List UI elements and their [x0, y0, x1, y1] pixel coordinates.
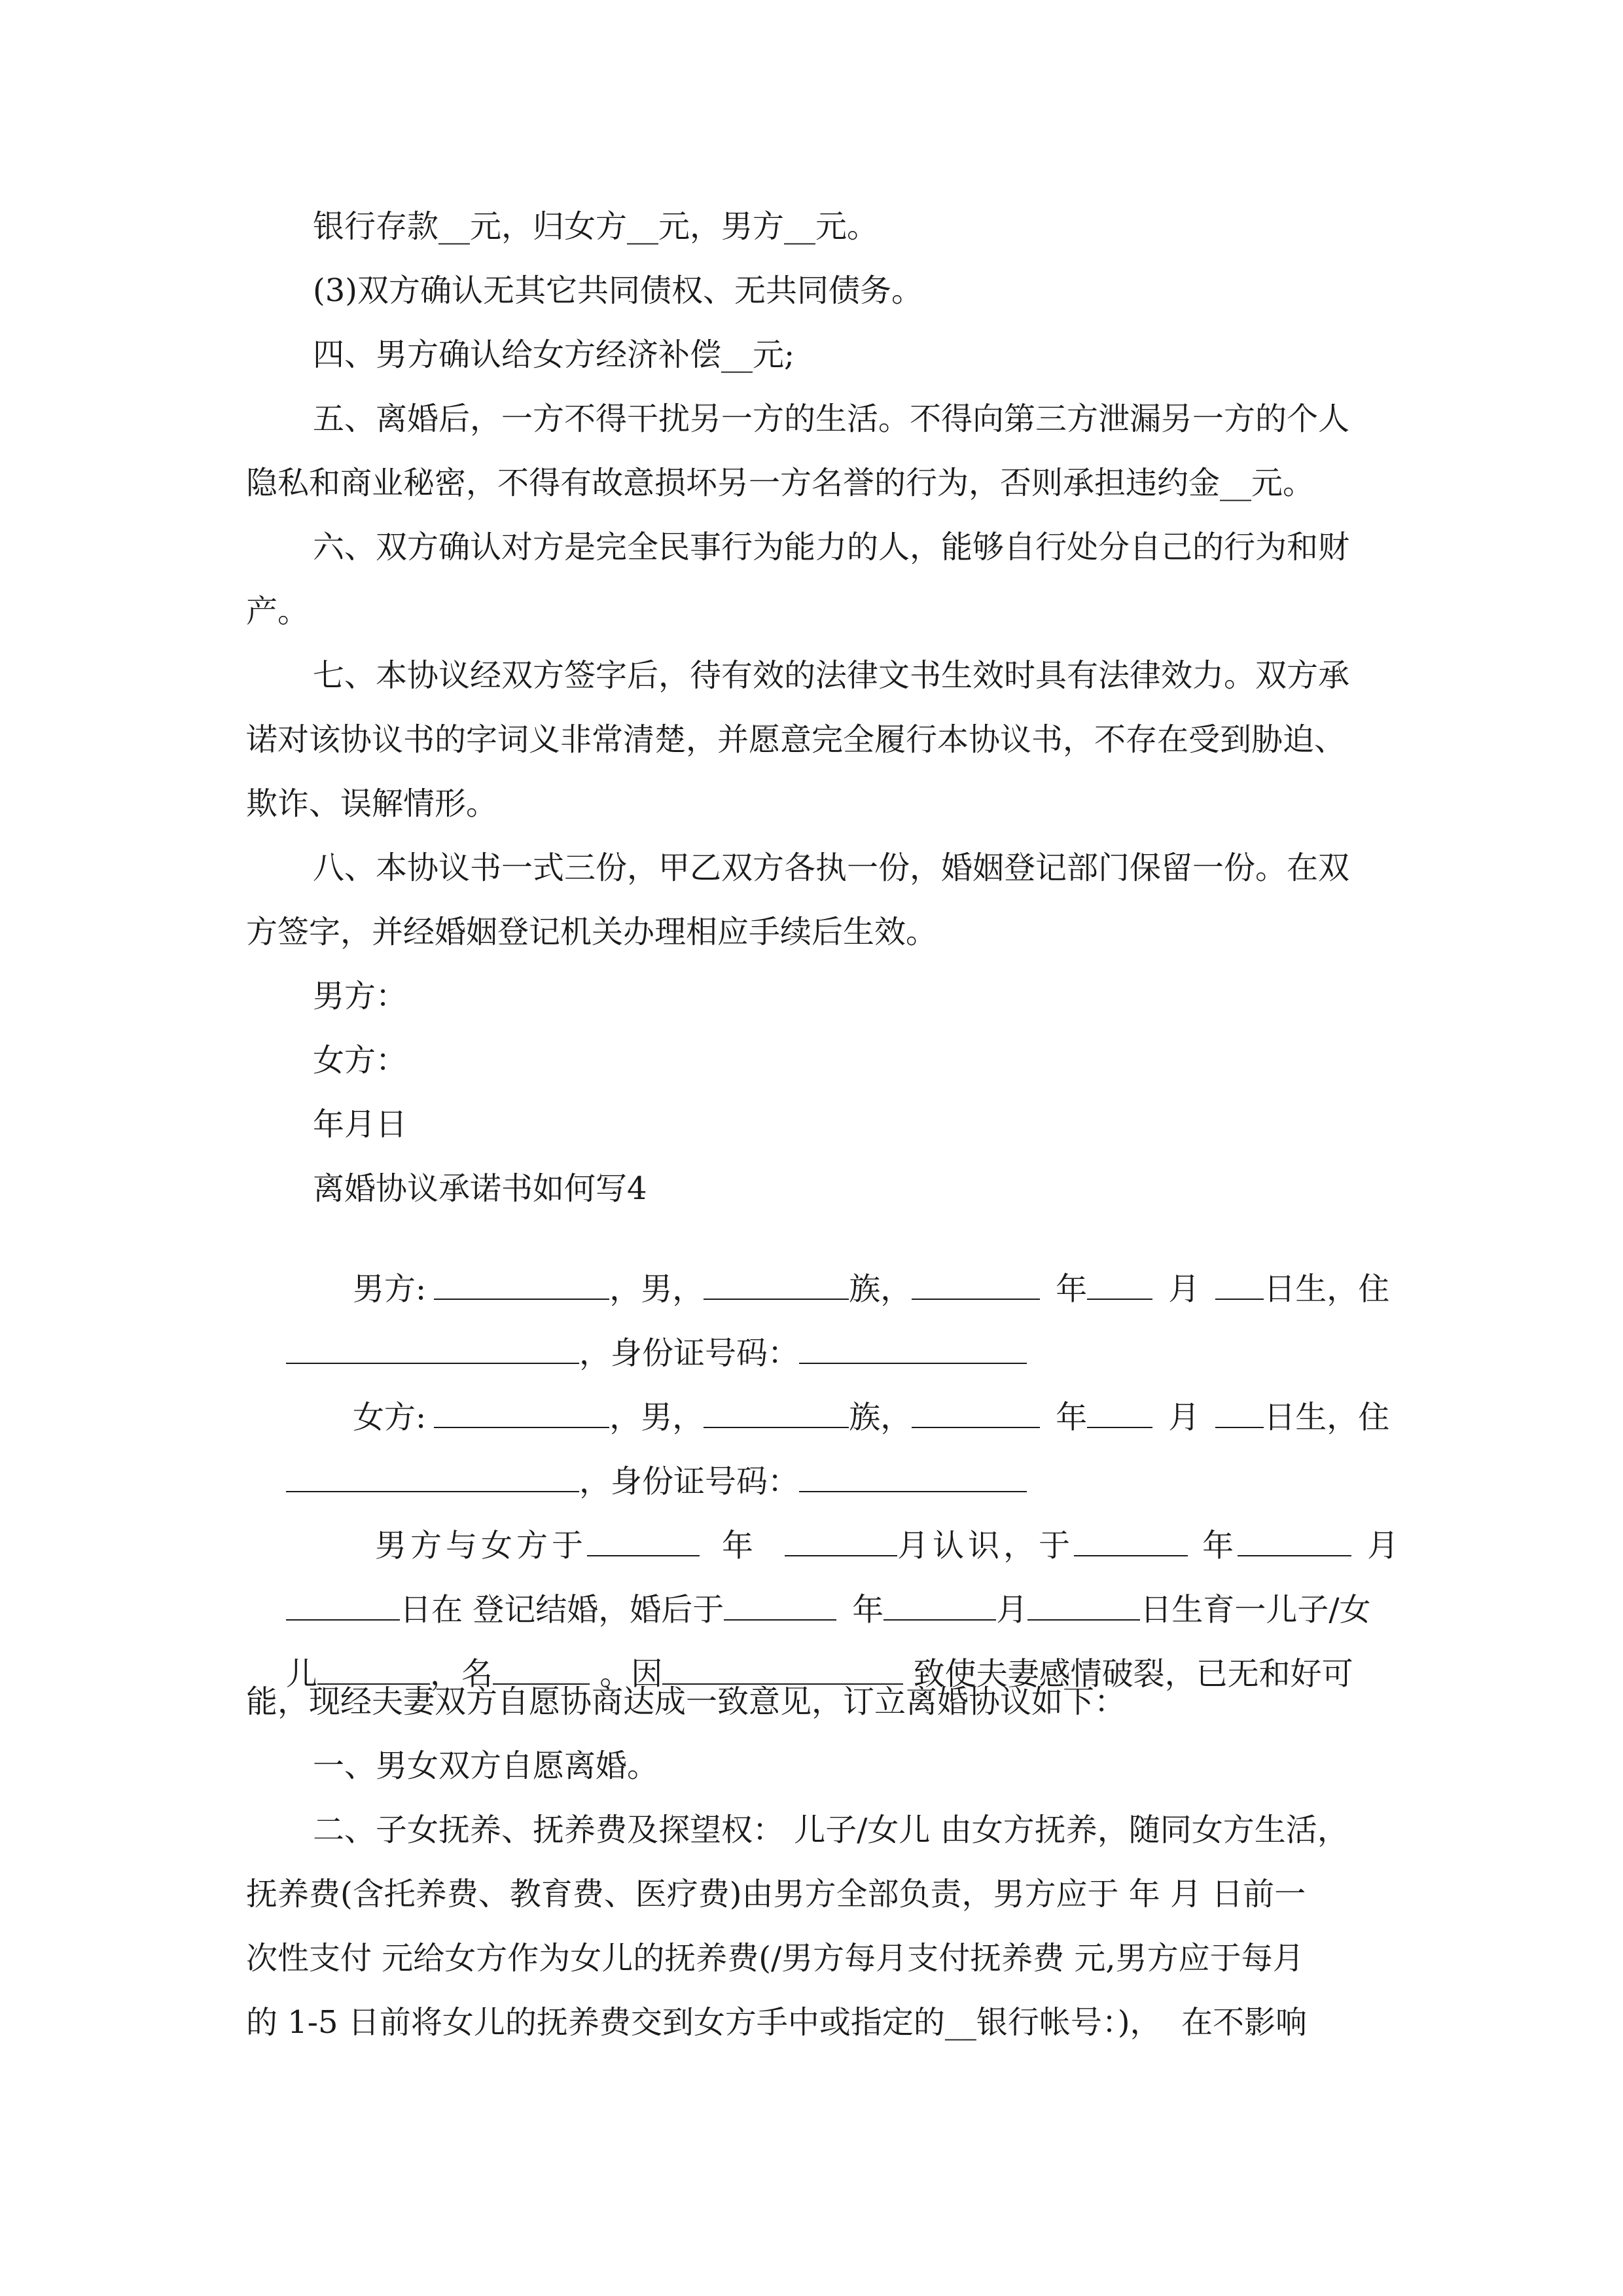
text-line: 抚养费(含托养费、教育费、医疗费)由男方全部负责，男方应于 年 月 日前一 — [246, 1876, 1306, 1912]
text-line: 四、男方确认给女方经济补偿__元; — [313, 336, 795, 373]
text: ，身份证号码： — [579, 1463, 800, 1500]
blank-day[interactable] — [1215, 1268, 1264, 1300]
blank-year[interactable] — [912, 1397, 1040, 1428]
blank[interactable] — [785, 1525, 897, 1556]
blank-idcard[interactable] — [799, 1461, 1027, 1492]
text-line: 欺诈、误解情形。 — [246, 785, 498, 822]
blank[interactable] — [493, 1653, 590, 1685]
text-line: 八、本协议书一式三份，甲乙双方各执一份，婚姻登记部门保留一份。在双 — [313, 850, 1350, 886]
text: ，名 — [430, 1655, 493, 1693]
blank[interactable] — [286, 1589, 400, 1621]
text: 月 — [1168, 1399, 1200, 1436]
text-line: 诺对该协议书的字词义非常清楚，并愿意完全履行本协议书，不存在受到胁迫、 — [246, 721, 1346, 758]
blank-address[interactable] — [286, 1461, 579, 1492]
text: 致使夫妻感情破裂，已无和好可 — [903, 1655, 1353, 1693]
blank-month[interactable] — [1087, 1268, 1152, 1300]
text: 月 — [996, 1591, 1028, 1628]
text-line: 产。 — [246, 593, 310, 630]
text-line: 一、男女双方自愿离婚。 — [313, 1748, 659, 1784]
blank-idcard[interactable] — [799, 1333, 1027, 1364]
text: 年 — [852, 1591, 884, 1628]
text: 年 — [1056, 1399, 1088, 1436]
blank[interactable] — [724, 1589, 836, 1621]
blank-name[interactable] — [434, 1268, 609, 1300]
text: 日生，住 — [1264, 1270, 1390, 1308]
text: 月 — [1367, 1527, 1403, 1564]
section-heading: 离婚协议承诺书如何写4 — [313, 1170, 647, 1207]
text: 月认识，于 — [897, 1527, 1075, 1564]
signature-date: 年月日 — [313, 1106, 408, 1143]
blank[interactable] — [1238, 1525, 1351, 1556]
signature-male: 男方： — [313, 978, 408, 1014]
blank[interactable] — [1027, 1589, 1140, 1621]
text: 日在 登记结婚，婚后于 — [400, 1591, 724, 1628]
blank-address[interactable] — [286, 1333, 579, 1364]
text-line: 银行存款__元，归女方__元，男方__元。 — [313, 208, 879, 245]
text: 年 — [1202, 1527, 1238, 1564]
text: 族， — [849, 1399, 912, 1436]
text-line: 隐私和商业秘密，不得有故意损坏另一方名誉的行为，否则承担违约金__元。 — [246, 465, 1315, 501]
text: 男方与女方于 — [375, 1527, 588, 1564]
text-line: 二、子女抚养、抚养费及探望权： 儿子/女儿 由女方抚养，随同女方生活， — [313, 1812, 1349, 1848]
blank[interactable] — [662, 1653, 903, 1685]
blank-day[interactable] — [1215, 1397, 1264, 1428]
text-line: 次性支付 元给女方作为女儿的抚养费(/男方每月支付抚养费 元,男方应于每月 — [246, 1940, 1304, 1977]
text-line: (3)双方确认无其它共同债权、无共同债务。 — [313, 272, 923, 309]
text-line: 的 1-5 日前将女儿的抚养费交到女方手中或指定的__银行帐号：)， 在不影响 — [246, 2004, 1308, 2041]
text: ，男， — [609, 1399, 704, 1436]
female-label: 女方: — [353, 1399, 427, 1436]
text: ，男， — [609, 1270, 704, 1308]
blank[interactable] — [587, 1525, 700, 1556]
text: 年 — [1056, 1270, 1088, 1308]
text: 日生育一儿子/女 — [1140, 1591, 1371, 1628]
text: ，身份证号码： — [579, 1335, 800, 1372]
blank[interactable] — [1074, 1525, 1188, 1556]
text: 族， — [849, 1270, 912, 1308]
blank[interactable] — [317, 1653, 430, 1685]
text-line: 方签字，并经婚姻登记机关办理相应手续后生效。 — [246, 914, 938, 950]
text: 儿 — [286, 1655, 318, 1693]
male-label: 男方: — [353, 1270, 427, 1308]
text: 日生，住 — [1264, 1399, 1390, 1436]
text: 年 — [722, 1527, 758, 1564]
blank-year[interactable] — [912, 1268, 1040, 1300]
text-line: 六、双方确认对方是完全民事行为能力的人，能够自行处分自己的行为和财 — [313, 529, 1350, 565]
text: 。因 — [590, 1655, 663, 1693]
text-line: 五、离婚后，一方不得干扰另一方的生活。不得向第三方泄漏另一方的个人 — [313, 401, 1350, 437]
text: 月 — [1168, 1270, 1200, 1308]
blank-name[interactable] — [434, 1397, 609, 1428]
text-line: 七、本协议经双方签字后，待有效的法律文书生效时具有法律效力。双方承 — [313, 657, 1350, 694]
signature-female: 女方： — [313, 1042, 408, 1079]
blank[interactable] — [883, 1589, 996, 1621]
text-line: 能，现经夫妻双方自愿协商达成一致意见，订立离婚协议如下： — [246, 1683, 1126, 1720]
blank-ethnic[interactable] — [704, 1397, 849, 1428]
blank-ethnic[interactable] — [704, 1268, 849, 1300]
blank-month[interactable] — [1087, 1397, 1152, 1428]
